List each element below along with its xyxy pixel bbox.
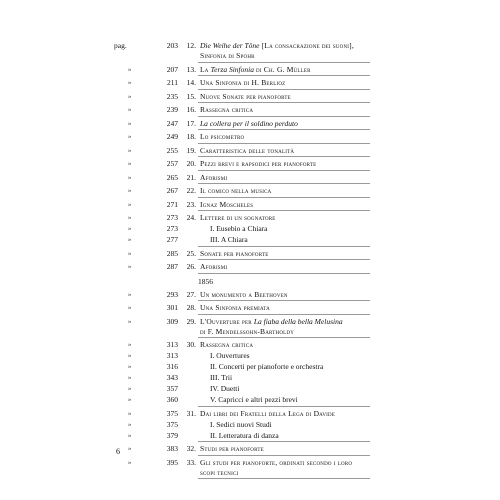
entry-title [200,199,253,210]
ditto-mark: » [128,317,132,325]
entry-title-part: Dai libri dei Fratelli della Lega di Davide [200,408,336,418]
entry-title [200,158,316,169]
toc-entry [0,302,500,313]
ditto-mark: » [128,173,132,181]
entry-title-part: II. Concerti per pianoforte e orchestra [210,362,324,371]
entry-title-part: Il comico nella musica [200,186,272,195]
toc-entry [0,91,500,102]
entry-title-part: II. Letteratura di danza [210,430,279,440]
entry-page: 383 [166,444,178,453]
entry-page: 273 [166,213,178,222]
entry-number: 14. [186,78,196,87]
toc-entry [0,394,500,405]
toc-entry [0,77,500,88]
ditto-mark: » [128,225,132,232]
ditto-mark: » [128,352,132,359]
entry-number: 30. [186,340,196,349]
entry-title-part: Gli studi per pianoforte, ordinati secondo i loro [200,457,353,467]
entry-page: 203 [166,41,178,50]
entry-title-part: di F. Mendelssohn-Bartholdy [200,326,295,336]
ditto-mark: » [128,458,132,466]
toc-entry [0,199,500,210]
entry-page: 271 [166,199,178,209]
toc-entry [0,408,500,419]
entry-title-continued [200,327,294,337]
entry-title [200,40,354,51]
entry-divider [198,273,370,274]
entry-divider [198,406,370,407]
entry-title-part: La fiaba della bella Melusina [253,316,343,326]
ditto-mark: » [128,385,132,392]
entry-title [210,430,279,441]
entry-page: 395 [166,457,178,467]
entry-number: 18. [186,132,196,141]
toc-entry [0,131,500,142]
entry-title [200,316,343,327]
entry-divider [198,197,370,198]
entry-title [200,339,253,350]
entry-divider [198,246,370,247]
entry-title [200,118,298,129]
ditto-mark: » [128,236,132,243]
entry-title-part: Caratteristica delle tonalità [200,145,295,155]
entry-page: 375 [166,408,178,418]
entry-page: 255 [166,145,178,155]
toc-entry [0,372,500,383]
toc-entry [0,457,500,468]
entry-divider [198,259,370,260]
page-number: 6 [116,447,120,456]
entry-title [210,383,239,394]
entry-divider [198,89,370,90]
entry-title [200,261,227,272]
entry-title [200,185,271,196]
toc-entry [0,234,500,245]
entry-page: 287 [166,262,178,271]
entry-page: 273 [166,224,178,233]
entry-title-part: scopi tecnici [200,467,239,477]
entry-title-continued [200,468,238,478]
toc-entry-continuation [0,51,500,61]
entry-divider [198,337,370,338]
ditto-mark: » [128,92,132,100]
toc-entry [0,361,500,372]
entry-title-part: IV. Duetti [210,384,240,393]
entry-number: 19. [186,145,196,155]
toc-entry-continuation [0,468,500,478]
entry-title-part: Una Sinfonia premiata [200,303,270,312]
toc-entry [0,443,500,454]
entry-number: 12. [186,41,196,50]
entry-title [200,289,288,300]
entry-number: 20. [186,159,196,168]
toc-entry [0,185,500,196]
ditto-mark: » [128,106,132,113]
entry-title-part: III. Trii [210,373,233,382]
entry-title [200,248,269,259]
toc-entry [0,118,500,129]
entry-title [210,350,250,361]
toc-entry [0,289,500,300]
toc-entry [0,248,500,259]
ditto-mark: » [128,249,132,257]
entry-number: 31. [186,408,196,418]
entry-title [210,223,267,234]
entry-divider [198,143,370,144]
toc-entry [0,172,500,183]
entry-divider [198,478,370,479]
entry-title-part: Studi per pianoforte [200,444,264,453]
entry-title [200,212,276,223]
ditto-mark: » [128,304,132,311]
entry-title-part: L'Ouverture per [200,316,254,326]
entry-number: 29. [186,316,196,326]
entry-title-part: I. Sedici nuovi Studi [210,419,272,429]
ditto-mark: » [128,409,132,417]
entry-number: 33. [186,457,196,467]
entry-page: 265 [166,172,178,182]
table-of-contents [0,40,500,480]
entry-divider [198,102,370,103]
entry-divider [198,75,370,76]
entry-title-part: La [200,64,211,74]
entry-number: 28. [186,303,196,312]
entry-page: 343 [166,373,178,382]
entry-page: 313 [166,351,178,360]
entry-title-part: Un monumento a Beethoven [200,289,288,299]
ditto-mark: » [128,420,132,428]
entry-divider [198,441,370,442]
entry-title [200,408,335,419]
entry-page: 293 [166,289,178,299]
entry-number: 26. [186,262,196,271]
entry-title [200,77,285,88]
ditto-mark: » [128,214,132,221]
entry-title-part: Die Weihe der Töne [200,41,260,50]
ditto-mark: » [128,374,132,381]
entry-number: 27. [186,289,196,299]
toc-entry [0,40,500,51]
entry-title-part: Aforismi [200,262,228,271]
year-heading [0,275,500,289]
entry-title [200,457,352,468]
entry-title-part: V. Capricci e altri pezzi brevi [210,395,298,404]
toc-entry [0,350,500,361]
entry-title-part: Rassegna critica [200,105,254,114]
ditto-mark: » [128,146,132,154]
entry-title [210,372,232,383]
entry-number: 23. [186,199,196,209]
entry-divider [198,129,370,130]
entry-title-part: Rassegna critica [200,340,254,349]
toc-entry [0,223,500,234]
entry-title-part: Ignaz Moscheles [200,199,254,209]
entry-number: 17. [186,118,196,128]
entry-divider [198,156,370,157]
entry-divider [198,210,370,211]
entry-title [210,419,272,430]
toc-entry [0,339,500,350]
entry-divider [198,300,370,301]
entry-page: 309 [166,316,178,326]
entry-title [200,64,311,75]
ditto-mark: » [128,133,132,140]
entry-title [210,394,298,405]
entry-page: 313 [166,340,178,349]
toc-entry [0,383,500,394]
ditto-mark: » [128,160,132,167]
entry-title-part: III. A Chiara [210,235,248,244]
entry-divider [198,183,370,184]
entry-title-part: [La consacrazione dei suoni], [259,41,354,50]
entry-title-part: Lettere di un sognatore [200,213,276,222]
entry-number: 15. [186,91,196,101]
entry-page: 301 [166,303,178,312]
toc-entry [0,316,500,327]
entry-title-part: di Ch. G. Müller [253,64,311,74]
entry-divider [198,314,370,315]
toc-entry [0,261,500,272]
toc-entry-continuation [0,327,500,337]
page-label: pag. [114,41,127,50]
entry-title [210,361,323,372]
entry-title-part: La collera per il soldino perduto [200,118,298,128]
entry-page: 235 [166,91,178,101]
ditto-mark: » [128,263,132,270]
entry-page: 285 [166,248,178,258]
entry-number: 24. [186,213,196,222]
entry-number: 22. [186,186,196,195]
entry-page: 277 [166,235,178,244]
entry-page: 360 [166,395,178,404]
ditto-mark: » [128,445,132,452]
entry-title [200,131,244,142]
entry-page: 375 [166,419,178,429]
toc-entry [0,104,500,115]
entry-title [200,145,294,156]
entry-title-part: Terza Sinfonia [210,64,254,74]
entry-title-part: I. Ouvertures [210,351,250,360]
ditto-mark: » [128,200,132,208]
toc-entry [0,430,500,441]
toc-entry [0,64,500,75]
entry-title [200,443,264,454]
entry-divider [198,62,370,63]
entry-title [210,234,248,245]
entry-divider [198,170,370,171]
ditto-mark: » [128,119,132,127]
ditto-mark: » [128,341,132,348]
entry-title [200,172,227,183]
entry-title-part: I. Eusebio a Chiara [210,224,268,233]
entry-number: 16. [186,105,196,114]
ditto-mark: » [128,187,132,194]
entry-page: 211 [167,78,178,87]
entry-title [200,302,270,313]
ditto-mark: » [128,363,132,370]
toc-entry [0,212,500,223]
entry-number: 25. [186,248,196,258]
entry-title-continued [200,51,255,61]
entry-number: 21. [186,172,196,182]
ditto-mark: » [128,431,132,439]
entry-title-part: Sonate per pianoforte [200,248,269,258]
entry-page: 379 [166,430,178,440]
toc-entry [0,158,500,169]
ditto-mark: » [128,396,132,403]
entry-title [200,91,291,102]
entry-page: 267 [166,186,178,195]
year-label: 1856 [198,276,213,286]
ditto-mark: » [128,79,132,86]
toc-entry [0,145,500,156]
entry-title-part: Una Sinfonia di H. Berlioz [200,78,286,87]
entry-page: 357 [166,384,178,393]
entry-page: 257 [166,159,178,168]
toc-entry [0,419,500,430]
entry-page: 247 [166,118,178,128]
entry-title-part: Sinfonia di Spohr [200,51,255,60]
entry-title-part: Lo psicometro [200,132,245,141]
entry-title-part: Aforismi [200,172,228,182]
entry-page: 249 [166,132,178,141]
entry-title-part: Pezzi brevi e rapsodici per pianoforte [200,159,317,168]
ditto-mark: » [128,65,132,73]
entry-page: 207 [166,64,178,74]
entry-divider [198,116,370,117]
entry-divider [198,455,370,456]
entry-number: 32. [186,444,196,453]
entry-title [200,104,253,115]
entry-title-part: Nuove Sonate per pianoforte [200,91,291,101]
entry-page: 239 [166,105,178,114]
entry-number: 13. [186,64,196,74]
entry-page: 316 [166,362,178,371]
ditto-mark: » [128,290,132,298]
